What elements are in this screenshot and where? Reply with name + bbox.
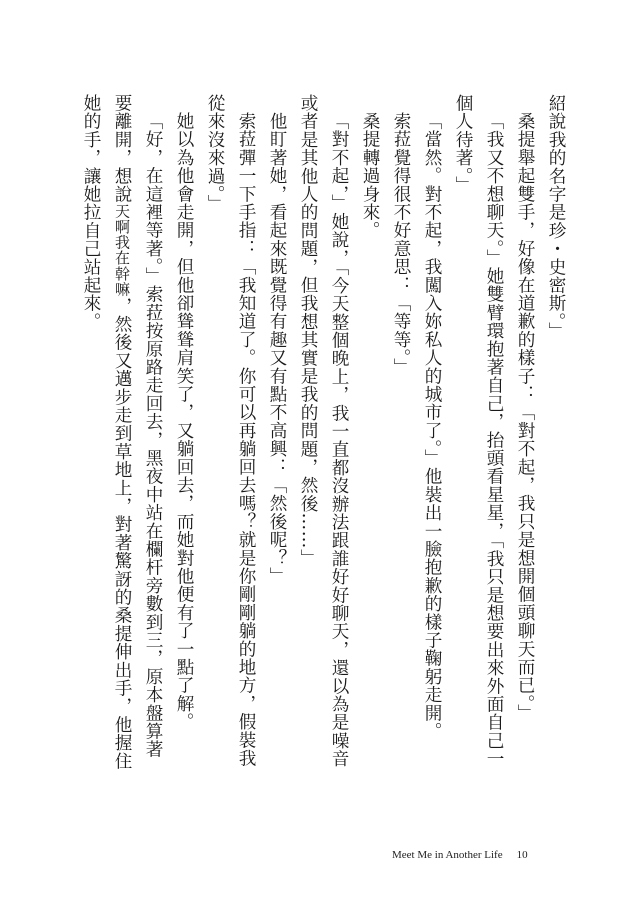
page-footer <box>392 849 528 861</box>
running-title: Meet Me in Another Life <box>392 849 503 861</box>
paragraph-11-part-a: 「好，在這裡等著。」索菈按原路走回去，黑夜中站在欄杆旁數到三，原本盤算著要離開，想說 <box>112 94 163 758</box>
paragraph-11 <box>75 94 168 774</box>
page-number: 10 <box>516 849 528 861</box>
paragraph-4: 「當然。對不起，我闖入妳私人的城市了。」他裝出一臉抱歉的樣子鞠躬走開。 <box>422 111 442 740</box>
paragraph-8: 他盯著她，看起來既覺得有趣又有點不高興：「然後呢？」 <box>267 111 287 585</box>
paragraph-3: 「我又不想聊天。」她雙臂環抱著自己，抬頭看星星，「我只是想要出來外面自己一個人待著。」 <box>453 94 504 768</box>
paragraph-7: 「對不起，」她說，「今天整個晚上，我一直都沒辦法跟誰好好聊天，還以為是噪音或者是其他人的問題，但我想其實是我的問題，然後……」 <box>298 94 349 768</box>
paragraph-11-part-c: ，然後又邁步走到草地上，對著驚訝的桑提伸出手，他握住她的手，讓她拉自己站起來。 <box>81 94 132 771</box>
paragraph-9: 索菈彈一下手指：「我知道了。你可以再躺回去嗎？就是你剛剛躺的地方，假裝我從來沒來過。」 <box>205 94 256 767</box>
paragraph-11-inner-thought: 天啊我在幹嘛 <box>113 203 131 297</box>
paragraph-5: 索菈覺得很不好意思：「等等。」 <box>391 111 411 376</box>
paragraph-2: 桑提舉起雙手，好像在道歉的樣子：「對不起，我只是想開個頭聊天而已。」 <box>515 111 535 722</box>
paragraph-10: 她以為他會走開，但他卻聳聳肩笑了，又躺回去，而她對他便有了一點了解。 <box>174 111 194 731</box>
vertical-text-body <box>75 94 571 774</box>
paragraph-1: 紹說我的名字是珍・史密斯。」 <box>546 94 566 340</box>
paragraph-6: 桑提轉過身來。 <box>360 111 380 239</box>
